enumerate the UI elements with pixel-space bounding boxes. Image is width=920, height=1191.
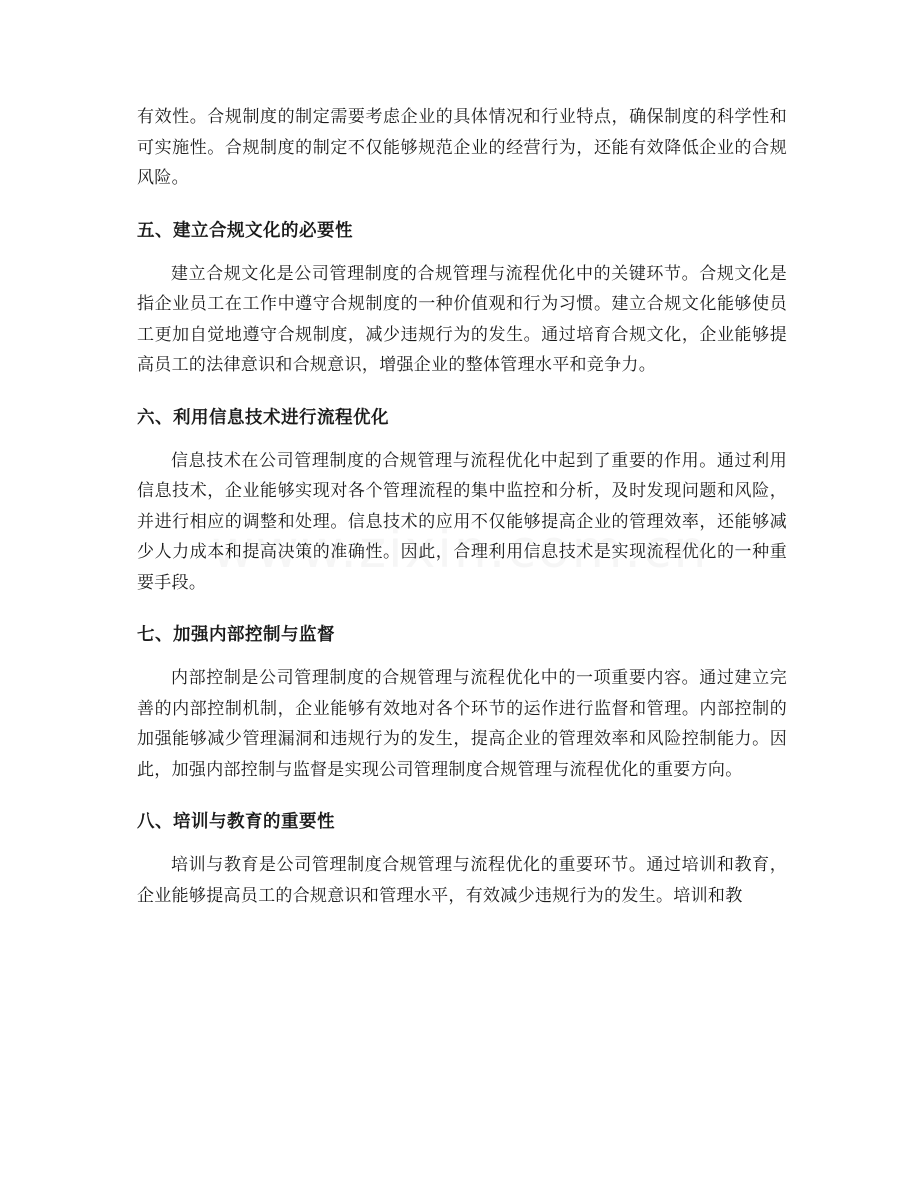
section-body-5: 建立合规文化是公司管理制度的合规管理与流程优化中的关键环节。合规文化是指企业员工在工作中遵守合规制度的一种价值观和行为习惯。建立合规文化能够使员工更加自觉地遵守合规制度，减少违规行为的发生。通过培育合规文化，企业能够提高员工的法律意识和合规意识，增强企业的整体管理水平和竞争力。 (137, 263, 787, 375)
section-heading-7: 七、加强内部控制与监督 (137, 625, 335, 645)
document-page (137, 102, 787, 911)
section-heading-8: 八、培训与教育的重要性 (137, 812, 335, 832)
section-body-8: 培训与教育是公司管理制度合规管理与流程优化的重要环节。通过培训和教育，企业能够提高员工的合规意识和管理水平，有效减少违规行为的发生。培训和教 (137, 855, 787, 906)
section-heading-6: 六、利用信息技术进行流程优化 (137, 407, 389, 428)
section-body-7: 内部控制是公司管理制度的合规管理与流程优化中的一项重要内容。通过建立完善的内部控制机制，企业能够有效地对各个环节的运作进行监督和管理。内部控制的加强能够减少管理漏洞和违规行为的发生，提高企业的管理效率和风险控制能力。因此，加强内部控制与监督是实现公司管理制度合规管理与流程优化的重要方向。 (137, 668, 787, 780)
intro-paragraph: 有效性。合规制度的制定需要考虑企业的具体情况和行业特点，确保制度的科学性和可实施性。合规制度的制定不仅能够规范企业的经营行为，还能有效降低企业的合规风险。 (137, 107, 787, 188)
section-heading-5: 五、建立合规文化的必要性 (137, 220, 353, 241)
section-body-6: 信息技术在公司管理制度的合规管理与流程优化中起到了重要的作用。通过利用信息技术，企业能够实现对各个管理流程的集中监控和分析，及时发现问题和风险，并进行相应的调整和处理。信息技术的应用不仅能够提高企业的管理效率，还能够减少人力成本和提高决策的准确性。因此，合理利用信息技术是实现流程优化的一种重要手段。 (137, 450, 787, 593)
